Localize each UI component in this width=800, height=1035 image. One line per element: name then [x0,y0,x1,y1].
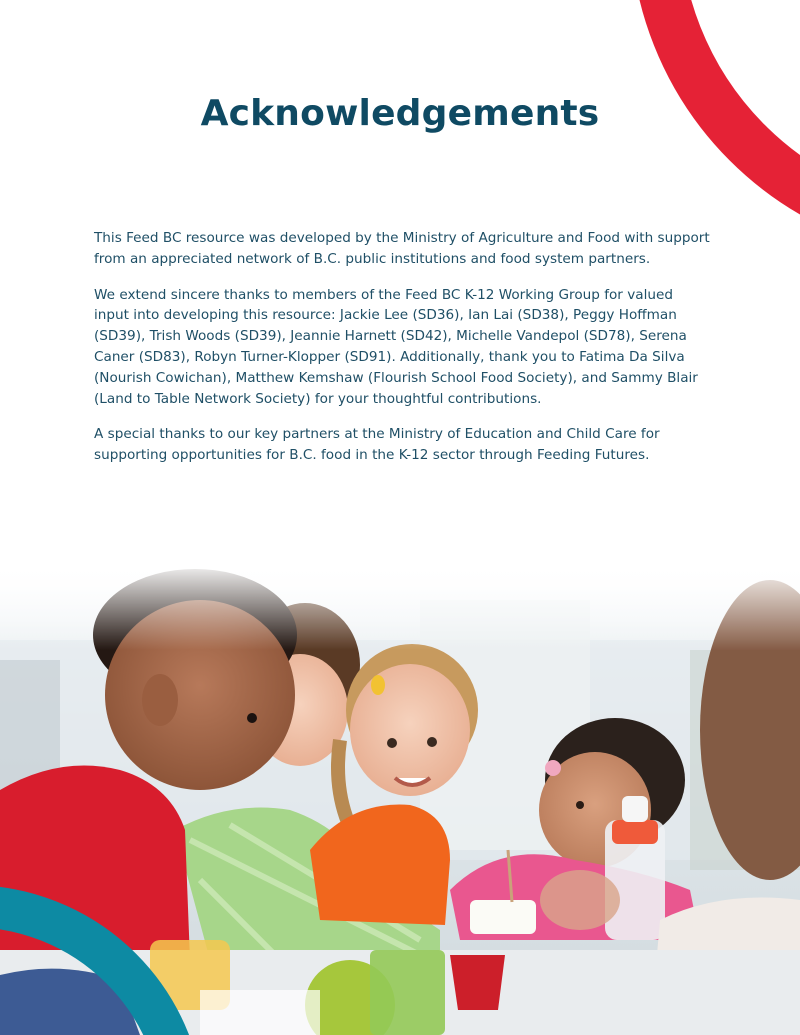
page-title: Acknowledgements [200,93,600,134]
paragraph-working-group: We extend sincere thanks to members of the Feed BC K-12 Working Group for valued input into developing this resource: Jackie Lee (SD36), Ian Lai (SD38), Peggy Hoffman (SD39), Trish Woods (SD39), Jeannie Harnett (SD42), Michelle Vandepol (SD78), Serena Caner (SD83), Robyn Turner-Klopper (SD91). Additionally, thank you to Fatima Da Silva (Nourish Cowichan), Matthew Kemshaw (Flourish School Food Society), and Sammy Blair (Land to Table Network Society) for your thoughtful contributions. [94,286,698,407]
paragraph-partners: A special thanks to our key partners at the Ministry of Education and Child Care for supporting opportunities for B.C. food in the K-12 sector through Feeding Futures. [94,426,660,464]
paragraph-intro: This Feed BC resource was developed by the Ministry of Agriculture and Food with support from an appreciated network of B.C. public institutions and food system partners. [94,230,710,267]
acknowledgements-body [94,228,712,481]
